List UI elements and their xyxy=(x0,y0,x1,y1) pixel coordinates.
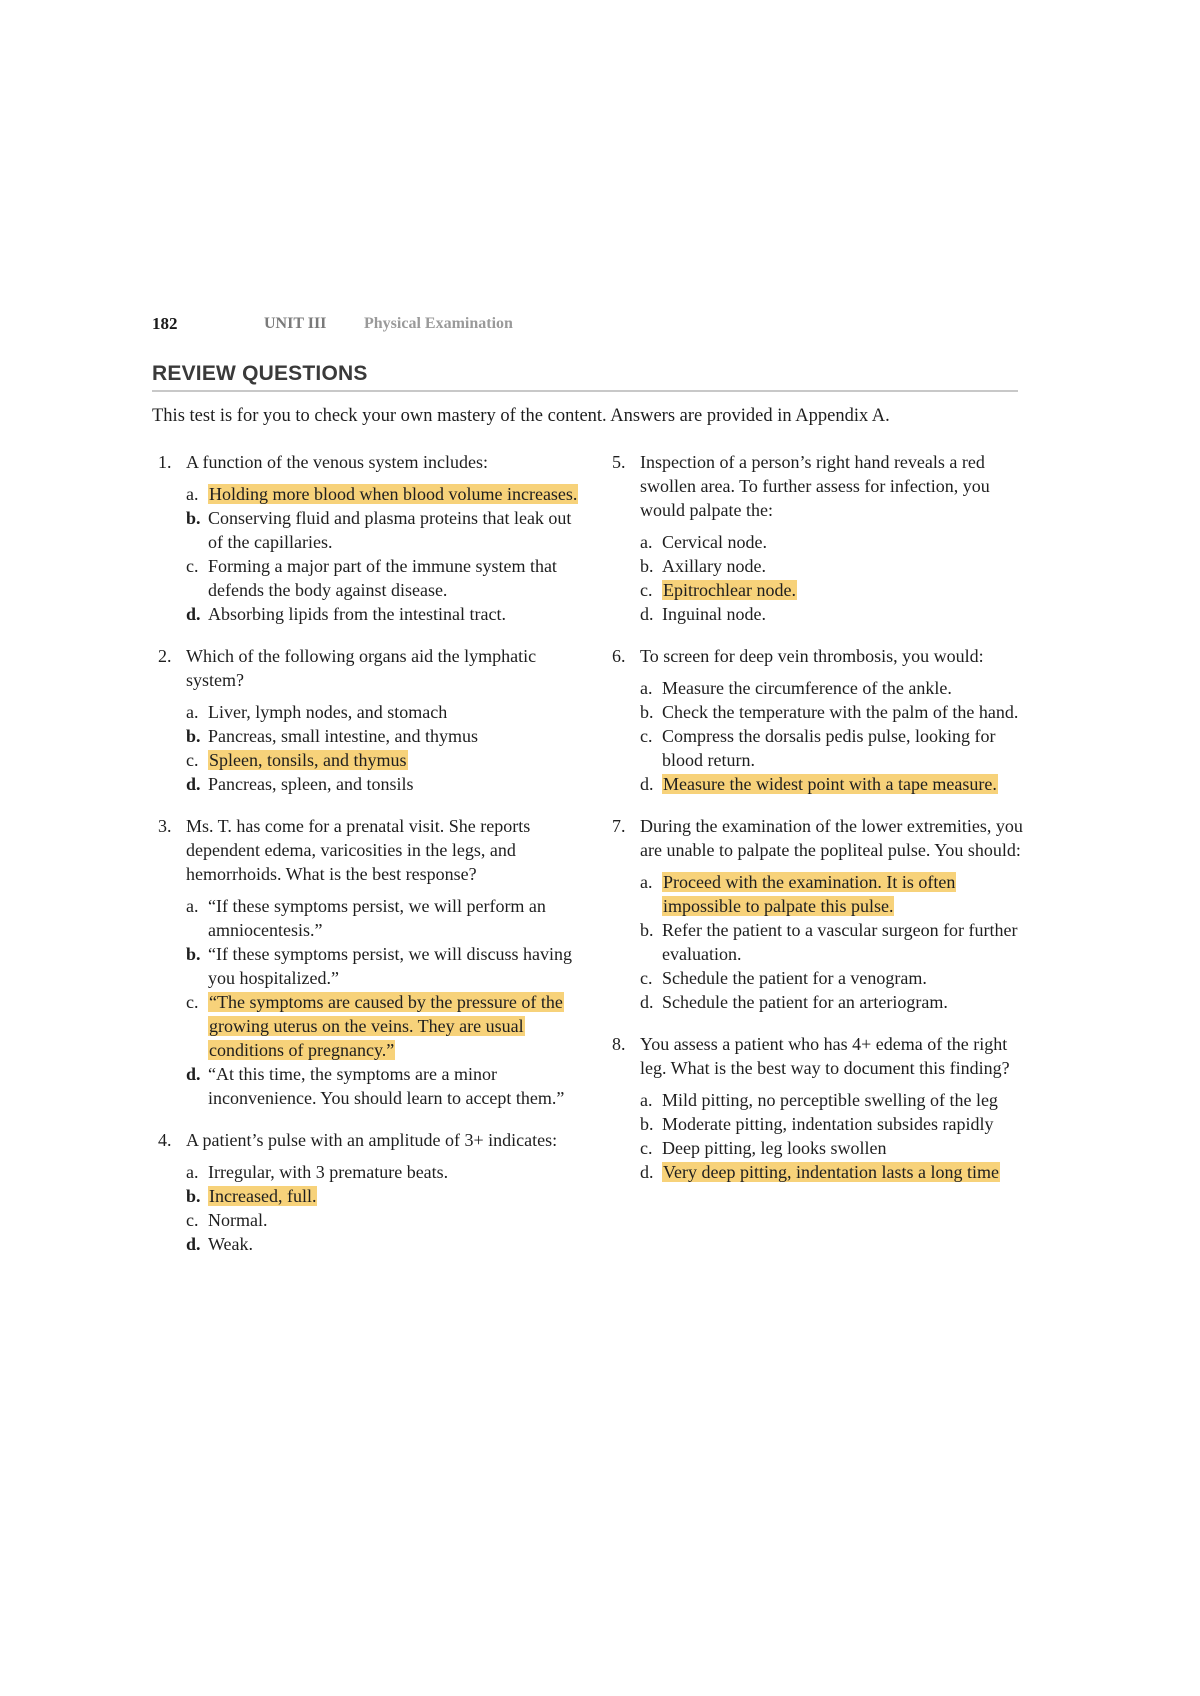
question-5 xyxy=(606,450,1026,626)
question-text: Inspection of a person’s right hand reveals a red swollen area. To further assess for infection, you would palpate the: xyxy=(640,452,990,520)
option-text: Spleen, tonsils, and thymus xyxy=(209,750,407,770)
answer-option xyxy=(152,894,582,942)
question-number: 7. xyxy=(612,816,626,836)
question-number: 3. xyxy=(158,816,172,836)
option-letter: c. xyxy=(186,992,199,1012)
question-stem xyxy=(606,450,1026,522)
answer-option xyxy=(606,578,1026,602)
option-text: Proceed with the examination. It is often impossible to palpate this pulse. xyxy=(663,872,956,916)
question-stem xyxy=(606,644,1026,668)
option-list xyxy=(606,676,1026,796)
option-letter: a. xyxy=(186,484,199,504)
section-title: REVIEW QUESTIONS xyxy=(152,362,1018,392)
option-text: Normal. xyxy=(208,1210,268,1230)
option-text: “If these symptoms persist, we will discuss having you hospitalized.” xyxy=(208,944,572,988)
option-text: Weak. xyxy=(208,1234,254,1254)
question-text: To screen for deep vein thrombosis, you would: xyxy=(640,646,984,666)
option-list xyxy=(606,870,1026,1014)
answer-option xyxy=(606,1088,1026,1112)
option-letter: b. xyxy=(640,702,654,722)
question-stem xyxy=(152,644,582,692)
option-text: Pancreas, spleen, and tonsils xyxy=(208,774,414,794)
option-text: Mild pitting, no perceptible swelling of the leg xyxy=(662,1090,998,1110)
option-list xyxy=(152,700,582,796)
answer-option xyxy=(606,530,1026,554)
option-text: Axillary node. xyxy=(662,556,766,576)
answer-option xyxy=(606,676,1026,700)
answer-option xyxy=(152,1184,582,1208)
option-letter: d. xyxy=(186,604,201,624)
question-6 xyxy=(606,644,1026,796)
option-text: Increased, full. xyxy=(209,1186,317,1206)
option-letter: d. xyxy=(640,1162,654,1182)
answer-option xyxy=(606,1136,1026,1160)
question-2 xyxy=(152,644,582,796)
option-letter: d. xyxy=(640,774,654,794)
answer-option xyxy=(606,1160,1026,1184)
answer-option xyxy=(152,700,582,724)
option-text: Measure the circumference of the ankle. xyxy=(662,678,952,698)
option-letter: b. xyxy=(640,556,654,576)
option-letter: c. xyxy=(186,556,199,576)
questions-column-right xyxy=(606,450,1026,1202)
option-list xyxy=(606,530,1026,626)
option-letter: c. xyxy=(640,726,653,746)
option-list xyxy=(152,482,582,626)
answer-option xyxy=(152,506,582,554)
option-text: “If these symptoms persist, we will perform an amniocentesis.” xyxy=(208,896,546,940)
option-letter: b. xyxy=(640,920,654,940)
option-letter: d. xyxy=(186,1064,201,1084)
question-stem xyxy=(152,814,582,886)
question-text: During the examination of the lower extremities, you are unable to palpate the popliteal pulse. You should: xyxy=(640,816,1023,860)
option-letter: b. xyxy=(186,944,201,964)
answer-option xyxy=(152,990,582,1062)
question-text: Which of the following organs aid the lymphatic system? xyxy=(186,646,537,690)
answer-option xyxy=(606,772,1026,796)
option-text: Very deep pitting, indentation lasts a long time xyxy=(663,1162,999,1182)
option-letter: d. xyxy=(640,604,654,624)
option-letter: a. xyxy=(640,678,653,698)
option-text: Pancreas, small intestine, and thymus xyxy=(208,726,478,746)
answer-option xyxy=(606,990,1026,1014)
answer-option xyxy=(152,724,582,748)
option-text: Cervical node. xyxy=(662,532,767,552)
option-text: Holding more blood when blood volume increases. xyxy=(209,484,578,504)
option-text: Absorbing lipids from the intestinal tract. xyxy=(208,604,506,624)
option-text: Refer the patient to a vascular surgeon for further evaluation. xyxy=(662,920,1018,964)
question-text: You assess a patient who has 4+ edema of the right leg. What is the best way to document this finding? xyxy=(640,1034,1010,1078)
answer-option xyxy=(152,1062,582,1110)
option-text: Conserving fluid and plasma proteins that leak out of the capillaries. xyxy=(208,508,572,552)
answer-option xyxy=(152,748,582,772)
option-list xyxy=(606,1088,1026,1184)
option-letter: c. xyxy=(186,750,199,770)
option-letter: b. xyxy=(186,508,201,528)
answer-option xyxy=(152,602,582,626)
question-number: 4. xyxy=(158,1130,172,1150)
option-text: Compress the dorsalis pedis pulse, looking for blood return. xyxy=(662,726,996,770)
answer-option xyxy=(152,1208,582,1232)
answer-option xyxy=(606,724,1026,772)
question-text: Ms. T. has come for a prenatal visit. She reports dependent edema, varicosities in the legs, and hemorrhoids. What is the best response? xyxy=(186,816,531,884)
answer-option xyxy=(606,554,1026,578)
answer-option xyxy=(606,602,1026,626)
section-intro: This test is for you to check your own mastery of the content. Answers are provided in Appendix A. xyxy=(152,406,890,426)
questions-column-left xyxy=(152,450,582,1274)
question-1 xyxy=(152,450,582,626)
option-letter: a. xyxy=(640,872,653,892)
option-letter: a. xyxy=(640,532,653,552)
option-letter: c. xyxy=(186,1210,199,1230)
question-stem xyxy=(152,1128,582,1152)
answer-option xyxy=(152,1232,582,1256)
option-text: Schedule the patient for a venogram. xyxy=(662,968,927,988)
answer-option xyxy=(152,554,582,602)
option-text: Moderate pitting, indentation subsides rapidly xyxy=(662,1114,994,1134)
option-list xyxy=(152,894,582,1110)
option-text: “The symptoms are caused by the pressure of the growing uterus on the veins. They are usual conditions of pregnancy.” xyxy=(209,992,563,1060)
question-8 xyxy=(606,1032,1026,1184)
question-stem xyxy=(606,1032,1026,1080)
answer-option xyxy=(606,918,1026,966)
question-7 xyxy=(606,814,1026,1014)
option-text: “At this time, the symptoms are a minor inconvenience. You should learn to accept them.” xyxy=(208,1064,565,1108)
option-list xyxy=(152,1160,582,1256)
answer-option xyxy=(152,482,582,506)
question-stem xyxy=(606,814,1026,862)
question-number: 5. xyxy=(612,452,626,472)
option-text: Deep pitting, leg looks swollen xyxy=(662,1138,887,1158)
option-letter: d. xyxy=(186,1234,201,1254)
question-number: 1. xyxy=(158,452,172,472)
question-number: 2. xyxy=(158,646,172,666)
option-letter: c. xyxy=(640,968,653,988)
option-letter: c. xyxy=(640,1138,653,1158)
page-number: 182 xyxy=(152,314,178,333)
question-text: A function of the venous system includes: xyxy=(186,452,488,472)
answer-option xyxy=(606,966,1026,990)
option-text: Epitrochlear node. xyxy=(663,580,796,600)
option-letter: b. xyxy=(186,1186,201,1206)
option-text: Liver, lymph nodes, and stomach xyxy=(208,702,448,722)
answer-option xyxy=(606,870,1026,918)
option-letter: b. xyxy=(186,726,201,746)
option-text: Check the temperature with the palm of the hand. xyxy=(662,702,1019,722)
answer-option xyxy=(606,700,1026,724)
question-text: A patient’s pulse with an amplitude of 3+ indicates: xyxy=(186,1130,558,1150)
question-stem xyxy=(152,450,582,474)
answer-option xyxy=(606,1112,1026,1136)
option-letter: a. xyxy=(186,1162,199,1182)
option-text: Schedule the patient for an arteriogram. xyxy=(662,992,948,1012)
option-letter: b. xyxy=(640,1114,654,1134)
answer-option xyxy=(152,1160,582,1184)
question-3 xyxy=(152,814,582,1110)
option-letter: a. xyxy=(186,702,199,722)
option-text: Forming a major part of the immune system that defends the body against disease. xyxy=(208,556,557,600)
option-letter: d. xyxy=(640,992,654,1012)
option-text: Irregular, with 3 premature beats. xyxy=(208,1162,449,1182)
option-letter: a. xyxy=(186,896,199,916)
option-letter: c. xyxy=(640,580,653,600)
answer-option xyxy=(152,772,582,796)
option-letter: a. xyxy=(640,1090,653,1110)
unit-title: Physical Examination xyxy=(364,315,513,332)
option-text: Measure the widest point with a tape measure. xyxy=(663,774,997,794)
answer-option xyxy=(152,942,582,990)
question-4 xyxy=(152,1128,582,1256)
unit-label: UNIT III xyxy=(264,315,327,332)
question-number: 6. xyxy=(612,646,626,666)
question-number: 8. xyxy=(612,1034,626,1054)
option-letter: d. xyxy=(186,774,201,794)
option-text: Inguinal node. xyxy=(662,604,766,624)
